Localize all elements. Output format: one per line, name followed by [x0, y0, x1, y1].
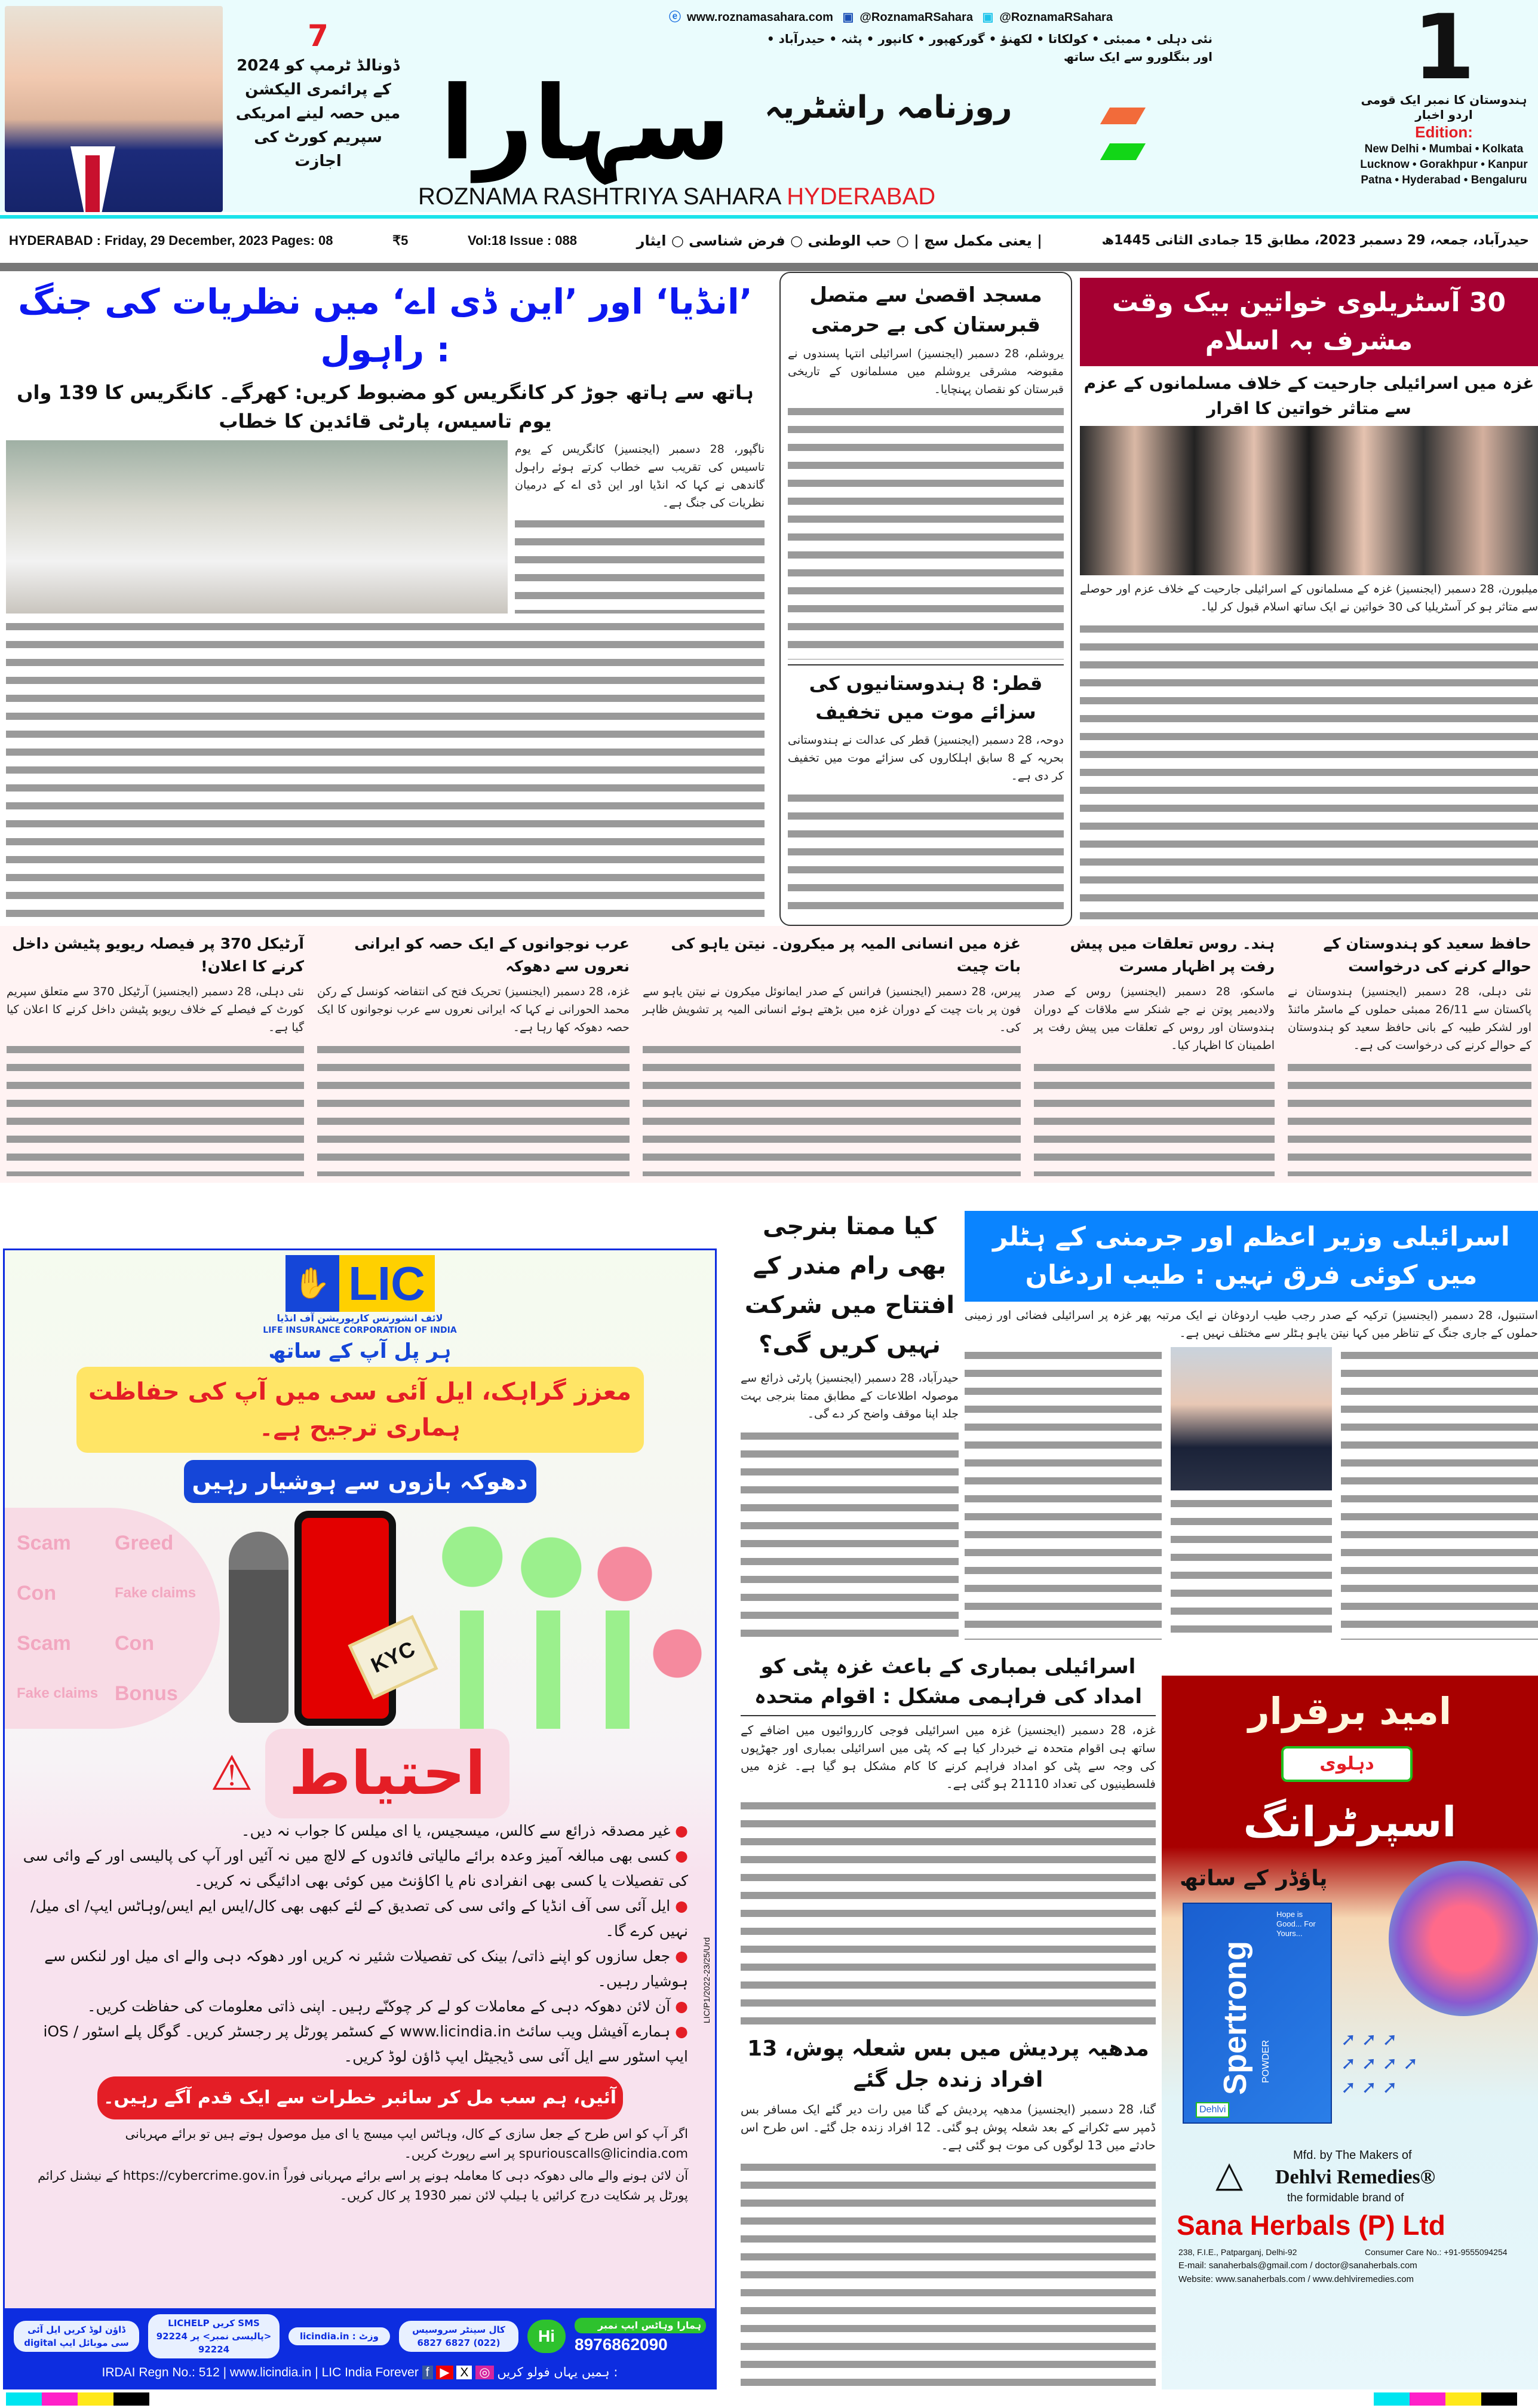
- lead-body-intro: [515, 440, 765, 613]
- product-name-urdu: اسپرٹرانگ: [1243, 1797, 1457, 1846]
- dehlvi-remedies-logo-icon: △: [1215, 2154, 1244, 2195]
- mp-bus-body: گنا، 28 دسمبر (ایجنسیز) مدھیہ پردیش کے گنا میں رات دیر گئے ایک مسافر بس ڈمپر سے ٹکرانے کے بعد شعلہ پوش ہو گئی۔ 12 افراد زندہ جل گئے۔ اس طرح اس حادثے میں 13 لوگوں کی موت ہو گئی ہے۔: [741, 2102, 1156, 2152]
- company-name: Sana Herbals (P) Ltd: [1177, 2210, 1445, 2241]
- date-english: HYDERABAD : Friday, 29 December, 2023 Pages: 08: [9, 233, 333, 248]
- edition-city-line: New Delhi • Mumbai • Kolkata: [1364, 143, 1524, 155]
- registration-mark-yellow: [1445, 2392, 1481, 2406]
- caution-heading: احتیاط: [265, 1729, 509, 1818]
- facebook-handle[interactable]: @RoznamaRSahara: [859, 11, 973, 24]
- whatsapp-label: ہمارا وہاٹس ایپ نمبر: [575, 2318, 706, 2333]
- website-link[interactable]: www.roznamasahara.com: [687, 11, 833, 24]
- lic-forever: LIC India Forever: [321, 2366, 419, 2379]
- edition-city-line: Patna • Hyderabad • Bengaluru: [1361, 174, 1527, 186]
- erdogan-headline[interactable]: اسرائیلی وزیر اعظم اور جرمنی کے ہٹلر میں کوئی فرق نہیں : طیب اردغان: [965, 1211, 1538, 1302]
- mamta-story: [741, 1207, 959, 1637]
- short-story-body: نئی دہلی، 28 دسمبر (ایجنسیز) آرٹیکل 370 سے متعلق سپریم کورٹ کے فیصلے کے خلاف ریویو پٹیشن داخل کرنے کا اعلان کیا گیا ہے۔: [7, 985, 304, 1034]
- lic-hands-lamp-icon: ✋: [286, 1255, 339, 1312]
- short-story[interactable]: [1030, 929, 1278, 1180]
- short-story[interactable]: [3, 929, 308, 1180]
- lic-caution-list: [5, 1818, 715, 2069]
- edition-cities-urdu: نئی دہلی • ممبئی • کولکاتا • لکھنؤ • گورکھپور • کانپور • پٹنہ • حیدرآباد • اور بنگلورو سے ایک ساتھ: [766, 32, 1212, 64]
- caution-item: ● ایل آئی سی آف انڈیا کے وائی سی کی تصدیق کے لئے کبھی بھی کال/ایس ایم ایس/وہاٹس ایپ/ ای میل/ نہیں کرے گا۔: [30, 1897, 688, 1940]
- text-filler: [788, 790, 1064, 918]
- text-filler: [788, 403, 1064, 659]
- text-filler: [1080, 621, 1538, 923]
- kyc-document: KYC: [348, 1615, 438, 1699]
- text-filler: [741, 2159, 1156, 2390]
- lic-contact-row: [14, 2314, 706, 2358]
- registration-mark-yellow: [78, 2392, 113, 2406]
- caution-item: ● کسی بھی مبالغہ آمیز وعدہ برائے مالیاتی فائدوں کے لالچ میں نہ آئیں اور آپ کی پالیسی اور کے وائی سی کی تفصیلات یا کسی بھی انفرادی نام یا اکاؤنٹ میں کوئی بھی ادائیگی نہ کریں۔: [23, 1847, 688, 1889]
- dateline-bar: [0, 220, 1538, 262]
- short-story-body: غزہ، 28 دسمبر (ایجنسیز) تحریک فتح کی انتفاضہ کونسل کے رکن محمد الحورانی نے کہا کہ ایرانی نعروں سے عرب نوجوانوں کا ایک حصہ دھوکہ کھا رہا ہے۔: [317, 985, 630, 1034]
- facebook-icon[interactable]: f: [422, 2366, 433, 2379]
- facebook-icon: ▣: [842, 11, 854, 24]
- thief-figure: [229, 1532, 288, 1723]
- caution-row: [210, 1729, 509, 1818]
- logo-urdu: سہارا: [440, 65, 731, 183]
- price: ₹5: [392, 233, 409, 248]
- short-story-headline: حافظ سعید کو ہندوستان کے حوالے کرنے کی درخواست: [1323, 935, 1531, 975]
- lic-report-note: اگر آپ کو اس طرح کے جعل سازی کے کال، وہاٹس ایپ میسج یا ای میل موصول ہوتے ہیں تو برائے مہربانی spuriouscalls@licindia.com پر اسے رپورٹ کریں۔: [125, 2127, 688, 2161]
- victims-illustration: [441, 1514, 704, 1729]
- short-story-body: ماسکو، 28 دسمبر (ایجنسیز) روس کے صدر ولادیمیر پوتن نے جے شنکر سے ملاقات کے دوران ہندوستان اور روس کے تعلقات میں پیش رفت پر اطمینان کا اظہار کیا۔: [1034, 985, 1275, 1052]
- egg-cell-illustration: [1389, 1861, 1538, 2016]
- divider: [0, 215, 1538, 219]
- lead-body-columns: [6, 618, 765, 923]
- lead-body-text: ناگپور، 28 دسمبر (ایجنسیز) کانگریس کے یوم تاسیس کی تقریب سے خطاب کرتے ہوئے راہول گاندھی نے کہا کہ انڈیا اور این ڈی اے کے درمیان نظریات کی جنگ ہے۔: [515, 443, 765, 510]
- lead-photo-row: [6, 440, 765, 613]
- edition-label: Edition:: [1415, 123, 1473, 141]
- with-powder: پاؤڈر کے ساتھ: [1180, 1866, 1328, 1891]
- registration-mark-black: [113, 2392, 149, 2406]
- social-links: [669, 7, 1119, 24]
- lic-logo: LIC: [339, 1255, 435, 1312]
- twitter-icon: ▣: [982, 11, 994, 24]
- caution-item: ● ہمارے آفیشل ویب سائٹ www.licindia.in کے کسٹمر پورٹل پر رجسٹر کریں۔ گوگل پلے اسٹور / iOS ایپ اسٹور سے ایل آئی سی ڈیجیٹل ایپ ڈاؤن لوڈ کریں۔: [43, 2023, 688, 2065]
- mamta-body: حیدرآباد، 28 دسمبر (ایجنسیز) پارٹی ذرائع سے موصولہ اطلاعات کے مطابق ممتا بنرجی بہت جلد اپنا موقف واضح کر دے گی۔: [741, 1372, 959, 1421]
- consumer-care: Consumer Care No.: +91-9555094254: [1365, 2247, 1508, 2257]
- short-story-headline: آرٹیکل 370 پر فیصلہ ریویو پٹیشن داخل کرنے کا اعلان!: [12, 935, 304, 975]
- lic-digital-app[interactable]: ڈاؤن لوڈ کریں ایل آئی سی موبائل ایپ digital: [14, 2321, 139, 2352]
- erdogan-columns: [965, 1347, 1538, 1640]
- short-story-headline: عرب نوجوانوں کے ایک حصہ کو ایرانی نعروں سے دھوکہ: [354, 935, 630, 975]
- text-filler: [7, 1041, 304, 1176]
- short-story[interactable]: [639, 929, 1024, 1180]
- erdogan-body: استنبول، 28 دسمبر (ایجنسیز) ترکیہ کے صدر رجب طیب اردوغان نے ایک مرتبہ پھر غزہ پر اسرائیلی فضائی اور زمینی حملوں کے جاری جنگ کے تناظر میں کہا نیتن یاہو ہٹلر سے مختلف نہیں ہے۔: [965, 1309, 1538, 1340]
- pack-type: POWDER: [1261, 2040, 1271, 2083]
- erdogan-body-col: [965, 1347, 1162, 1640]
- lic-tagline: ہر پل آپ کے ساتھ: [268, 1339, 452, 1363]
- registration-mark-cyan: [1374, 2392, 1410, 2406]
- text-filler: [643, 1041, 1021, 1176]
- lic-cybercrime-note: آن لائن ہونے والے مالی دھوکہ دہی کا معاملہ ہونے پر اسے برائے مہربانی فوراً https://cybercrime.gov.in کے نیشنل کرائم پورٹل پر شکایت درج کرائیں یا ہیلپ لائن نمبر 1930 پر کال کریں۔: [38, 2168, 688, 2203]
- scam-words: Scam Greed Con Fake claims Scam Con Fake claims Bonus: [5, 1508, 220, 1729]
- aqsa-headline[interactable]: مسجد اقصیٰ سے متصل قبرستان کی بے حرمتی: [809, 283, 1042, 337]
- irdai-number: IRDAI Regn No.: 512: [102, 2366, 220, 2379]
- lic-illustration: [5, 1508, 715, 1729]
- erdogan-story: [965, 1211, 1538, 1640]
- instagram-icon[interactable]: ◎: [475, 2366, 493, 2379]
- masthead-teaser[interactable]: [230, 18, 406, 173]
- teaser-text: ڈونالڈ ٹرمپ کو 2024 کے پرائمری الیکشن میں حصہ لینے امریکی سپریم کورٹ کی اجازت: [235, 57, 401, 170]
- gaza-mp-stories: [741, 1652, 1156, 2389]
- sperm-arrows: ➚ ➚ ➚ ➚ ➚ ➚ ➚ ➚ ➚ ➚: [1341, 2029, 1419, 2098]
- erdogan-photo: [1171, 1347, 1332, 1490]
- erdogan-body-col: [1341, 1347, 1538, 1640]
- pack-name: Spertrong: [1217, 1940, 1253, 2095]
- congress-event-photo: [6, 440, 508, 613]
- logo-subtitle: روزنامہ راشٹریہ: [765, 90, 1012, 125]
- x-icon[interactable]: X: [456, 2366, 472, 2379]
- aqsa-story-box: [779, 272, 1072, 926]
- lic-advertisement[interactable]: [3, 1249, 717, 2389]
- warning-icon: ⚠: [210, 1746, 253, 1801]
- twitter-handle[interactable]: @RoznamaRSahara: [999, 11, 1113, 24]
- pack-slogan: Hope is Good... For Yours...: [1276, 1910, 1316, 1938]
- lic-name-urdu: لائف انشورنس کارپوریشن آف انڈیا: [277, 1312, 443, 1324]
- lic-name-english: LIFE INSURANCE CORPORATION OF INDIA: [263, 1326, 457, 1335]
- registration-mark-black: [1481, 2392, 1517, 2406]
- web-icon: ⓔ: [669, 11, 681, 24]
- spertrong-advertisement[interactable]: [1162, 1676, 1538, 2389]
- whatsapp-box: [575, 2318, 706, 2355]
- short-story[interactable]: [1284, 929, 1535, 1180]
- maker-name: Dehlvi Remedies®: [1275, 2166, 1436, 2188]
- short-story-body: نئی دہلی، 28 دسمبر (ایجنسیز) ہندوستان نے پاکستان سے 26/11 ممبئی حملوں کے ماسٹر مائنڈ اور لشکر طیبہ کے بانی حافظ سعید کو ہندوستان کے حوالے کرنے کی درخواست کی ہے۔: [1288, 985, 1531, 1052]
- short-story[interactable]: [314, 929, 633, 1180]
- text-filler: [741, 1428, 959, 1637]
- youtube-icon[interactable]: ▶: [436, 2366, 453, 2379]
- whatsapp-hi-icon: Hi: [527, 2320, 566, 2353]
- qatar-headline[interactable]: قطر: 8 ہندوستانیوں کی سزائے موت میں تخفیف: [788, 664, 1064, 726]
- teaser-page-number: 7: [308, 19, 329, 53]
- short-story-headline: غزہ میں انسانی المیہ پر میکرون۔ نیتن یاہو کی بات چیت: [671, 935, 1021, 975]
- lead-subhead: ہاتھ سے ہاتھ جوڑ کر کانگریس کو مضبوط کریں: کھرگے۔ کانگریس کا 139 واں یوم تاسیس، پارٹی قائدین کا خطاب: [17, 381, 754, 432]
- text-filler: [317, 1041, 630, 1176]
- date-urdu: حیدرآباد، جمعہ، 29 دسمبر 2023، مطابق 15 جمادی الثانی 1445ھ: [1101, 233, 1529, 248]
- pack-brand: Dehlvi: [1196, 2102, 1229, 2118]
- short-story-headline: ہند۔ روس تعلقات میں پیش رفت پر اظہار مسرت: [1070, 935, 1275, 975]
- erdogan-body-col: [1171, 1495, 1332, 1640]
- visit-site[interactable]: وزٹ : licindia.in: [288, 2327, 390, 2345]
- company-email[interactable]: E-mail: sanaherbals@gmail.com / doctor@sanaherbals.com: [1178, 2260, 1417, 2271]
- lic-banner-safety: معزز گراہک، ایل آئی سی میں آپ کی حفاظت ہماری ترجیح ہے۔: [76, 1367, 644, 1453]
- company-address: 238, F.I.E., Patparganj, Delhi-92: [1178, 2247, 1297, 2257]
- sms-service[interactable]: SMS کریں LICHELP <پالیسی نمبر> پر 92224 92224: [148, 2314, 280, 2358]
- logo-city: HYDERABAD: [787, 183, 936, 210]
- australia-subhead: غزہ میں اسرائیلی جارحیت کے خلاف مسلمانوں کے عزم سے متاثر خواتین کا اقرار: [1083, 373, 1534, 418]
- qatar-body: دوحہ، 28 دسمبر (ایجنسیز) قطر کی عدالت نے ہندوستانی بحریہ کے 8 سابق اہلکاروں کی سزائے موت میں تخفیف کر دی ہے۔: [788, 733, 1064, 783]
- australia-headline[interactable]: 30 آسٹریلوی خواتین بیک وقت مشرف بہ اسلام: [1080, 278, 1538, 366]
- text-filler: [1288, 1059, 1531, 1176]
- edition-tagline: ہندوستان کا نمبر ایک قومی اردو اخبار: [1361, 93, 1527, 122]
- lead-headline[interactable]: ’انڈیا‘ اور ’این ڈی اے‘ میں نظریات کی جنگ : راہول: [18, 281, 753, 370]
- mp-bus-headline[interactable]: مدھیہ پردیش میں بس شعلہ پوش، 13 افراد زندہ جل گئے: [747, 2036, 1149, 2092]
- australia-story: [1080, 278, 1538, 923]
- logo-english: ROZNAMA RASHTRIYA SAHARA HYDERABAD: [418, 183, 936, 210]
- divider: [0, 263, 1538, 271]
- gaza-aid-body: غزہ، 28 دسمبر (ایجنسیز) غزہ میں اسرائیلی فوجی کارروائیوں میں اضافے کے ساتھ ہی اقوام متحدہ نے خبردار کیا ہے کہ پٹی میں اسرائیلی بمباری اور جھڑپوں کی وجہ سے پٹی کو امداد فراہم کرنے کا کام مشکل ہو گیا ہے۔ غزہ میں فلسطینیوں کی تعداد 21110 ہو گئی ہے۔: [741, 1723, 1156, 1791]
- women-photo: [1080, 426, 1538, 575]
- whatsapp-number[interactable]: 8976862090: [575, 2335, 668, 2354]
- trump-photo: [5, 6, 223, 212]
- lic-logo-row: [286, 1255, 435, 1312]
- registration-mark-cyan: [6, 2392, 42, 2406]
- short-story-body: پیرس، 28 دسمبر (ایجنسیز) فرانس کے صدر ایمانوئل میکرون نے نیتن یاہو سے فون پر بات چیت کے دوران غزہ میں بڑھتے ہوئے انسانی المیہ پر تشویش ظاہر کی۔: [643, 985, 1021, 1034]
- registration-mark-magenta: [42, 2392, 78, 2406]
- edition-city-line: Lucknow • Gorakhpur • Kanpur: [1360, 158, 1528, 171]
- motto: | یعنی مکمل سچ | ○ حب الوطنی ○ فرض شناسی ○ ایثار: [636, 232, 1042, 249]
- edition-box: [1350, 0, 1538, 212]
- lic-ref-code: LIC/P1/2022-23/25/Urd: [702, 1937, 711, 2023]
- lic-footer-line: IRDAI Regn No.: 512 | www.licindia.in | LIC India Forever f ▶ X ◎ ہمیں یہاں فولو کریں :: [102, 2365, 618, 2379]
- volume-issue: Vol:18 Issue : 088: [467, 233, 577, 248]
- text-filler: [515, 516, 765, 613]
- lead-story: [6, 278, 765, 923]
- australia-body: میلبورن، 28 دسمبر (ایجنسیز) غزہ کے مسلمانوں کے اسرائیلی جارحیت کے خلاف عزم اور حوصلے سے متاثر ہو کر آسٹریلیا کی 30 خواتین نے ایک ساتھ اسلام قبول کر لیا۔: [1080, 582, 1538, 613]
- brand-line: the formidable brand of: [1287, 2192, 1404, 2204]
- aqsa-body: یروشلم، 28 دسمبر (ایجنسیز) اسرائیلی انتہا پسندوں نے مقبوضہ مشرقی یروشلم میں مسلمانوں کے تاریخی قبرستان کو نقصان پہنچایا۔: [788, 347, 1064, 396]
- follow-label: ہمیں یہاں فولو کریں :: [497, 2365, 618, 2379]
- caution-item: ● غیر مصدقہ ذرائع سے کالس، میسجیس، یا ای میلس کا جواب نہ دیں۔: [241, 1822, 688, 1839]
- gaza-aid-headline[interactable]: اسرائیلی بمباری کے باعث غزہ پٹی کو امداد کی فراہمی مشکل : اقوام متحدہ: [741, 1652, 1156, 1716]
- ad-headline: امید برقرار: [1248, 1689, 1452, 1733]
- caution-item: ● آن لائن دھوکہ دہی کے معاملات کو لے کر چوکنّے رہیں۔ اپنی ذاتی معلومات کی حفاظت کریں۔: [87, 1998, 688, 2015]
- call-center[interactable]: کال سینٹر سروسیس (022) 6827 6827: [399, 2321, 518, 2352]
- lic-cta: آئیں، ہم سب مل کر سائبر خطرات سے ایک قدم آگے رہیں۔: [97, 2076, 623, 2119]
- lic-banner-beware: دھوکہ بازوں سے ہوشیار رہیں: [184, 1460, 536, 1503]
- caution-item: ● جعل سازوں کو اپنے ذاتی/ بینک کی تفصیلات شئیر نہ کریں اور دھوکہ دہی والے ای میل اور لنکس سے ہوشیار رہیں۔: [44, 1947, 688, 1990]
- lic-footer: [5, 2308, 715, 2388]
- text-filler: [1034, 1059, 1275, 1176]
- product-pack: [1183, 1903, 1332, 2124]
- text-filler: [741, 1797, 1156, 2029]
- mamta-headline[interactable]: کیا ممتا بنرجی بھی رام مندر کے افتتاح میں شرکت نہیں کریں گی؟: [744, 1213, 955, 1358]
- lic-website[interactable]: www.licindia.in: [229, 2366, 312, 2379]
- company-website[interactable]: Website: www.sanaherbals.com / www.dehlviremedies.com: [1178, 2274, 1414, 2284]
- registration-mark-magenta: [1410, 2392, 1445, 2406]
- mfd-line: Mfd. by The Makers of: [1293, 2149, 1412, 2162]
- dehlvi-badge: دہلوی: [1281, 1746, 1413, 1782]
- number-one-logo: 1: [1413, 0, 1475, 100]
